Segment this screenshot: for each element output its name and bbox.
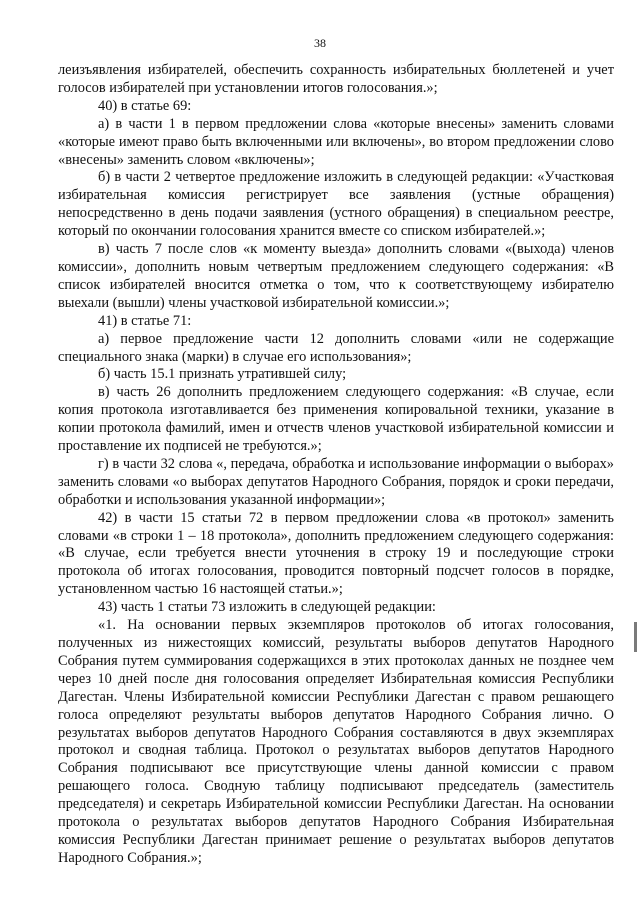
paragraph: б) часть 15.1 признать утратившей силу;	[98, 366, 347, 383]
paragraph: 41) в статье 71:	[98, 312, 192, 329]
paragraph: «1. На основании первых экземпляров протоколов об итогах голосования, полученных из нижестоящих комиссий, результаты выборов депутатов Народного Собрания путем суммирования содержащихся в этих протоколах данных не позднее чем через 10 дней после дня голосования определяет Избирательная комиссия Республики Дагестан. Члены Избирательной комиссии Республики Дагестан с правом решающего голоса определяют результаты выборов депутатов Народного Собрания лично. О результатах выборов депутатов Народного Собрания составляются в двух экземплярах протокол и сводная таблица. Протокол о результатах выборов депутатов Народного Собрания подписывают все присутствующие члены данной комиссии с правом решающего голоса. Сводную таблицу подписывают председатель (заместитель председателя) и секретарь Избирательной комиссии Республики Дагестан. На основании протокола о результатах выборов депутатов Народного Собрания Избирательная комиссия Республики Дагестан принимает решение о результатах выборов депутатов Народного Собрания.»;	[58, 617, 614, 866]
paragraph: 42) в части 15 статьи 72 в первом предложении слова «в протокол» заменить словами «в строки 1 – 18 протокола», дополнить предложением следующего содержания: «В случае, если требуется внести уточнения в строку 19 и последующие строки протокола об итогах голосования, проводится повторный подсчет голосов в порядке, установленном частью 16 настоящей статьи.»;	[58, 509, 614, 598]
paragraph: а) в части 1 в первом предложении слова «которые внесены» заменить словами «которые имеют право быть включенными или включены», во втором предложении слово «внесены» заменить словом «включены»;	[58, 115, 614, 168]
paragraph: г) в части 32 слова «, передача, обработка и использование информации о выборах» заменить словами «о выборах депутатов Народного Собрания, порядок и сроки передачи, обработки и использования указанной информации»;	[58, 455, 614, 508]
paragraph: 43) часть 1 статьи 73 изложить в следующей редакции:	[98, 599, 436, 616]
paragraph: в) часть 26 дополнить предложением следующего содержания: «В случае, если копия протокола изготавливается без применения копировальной техники, указание в копии протокола фамилий, имен и отчеств членов участковой избирательной комиссии и проставление их подписей не требуются.»;	[58, 384, 614, 455]
paragraph: в) часть 7 после слов «к моменту выезда» дополнить словами «(выхода) членов комиссии», дополнить новым четвертым предложением следующего содержания: «В список избирателей вносится отметка о том, что к соответствующему избирателю выехали (вышли) члены участковой избирательной комиссии.»;	[58, 241, 614, 311]
document-body	[58, 62, 614, 868]
scan-edge-mark	[634, 622, 637, 652]
paragraph: леизъявления избирателей, обеспечить сохранность избирательных бюллетеней и учет голосов избирателей при установлении итогов голосования.»;	[58, 62, 614, 96]
page-number: 38	[314, 36, 326, 50]
paragraph: б) в части 2 четвертое предложение изложить в следующей редакции: «Участковая избирательная комиссия регистрирует все заявления (устные обращения) непосредственно в день подачи заявления (устного обращения) в специальном реестре, который по окончании голосования хранится вместе со списком избирателей.»;	[58, 169, 614, 240]
paragraph: 40) в статье 69:	[98, 97, 192, 114]
paragraph: а) первое предложение части 12 дополнить словами «или не содержащие специального знака (марки) в случае его использования»;	[58, 330, 614, 365]
